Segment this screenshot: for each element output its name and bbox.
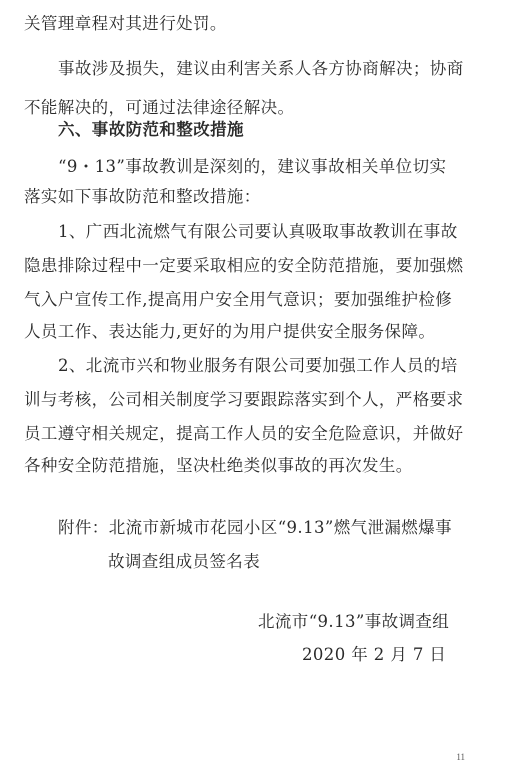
text-line: 员工遵守相关规定，提高工作人员的安全危险意识，并做好 [24,424,464,443]
text-line: 1、广西北流燃气有限公司要认真吸取事故教训在事故 [58,222,458,241]
text-line: 关管理章程对其进行处罚。 [24,14,227,33]
section-heading: 六、事故防范和整改措施 [58,120,244,139]
text-line: 不能解决的，可通过法律途径解决。 [24,98,295,117]
signature-org: 北流市“9.13”事故调查组 [258,612,450,631]
text-line: 落实如下事故防范和整改措施： [24,187,261,206]
page-number: 11 [456,752,465,762]
text-line: 训与考核，公司相关制度学习要跟踪落实到个人，严格要求 [24,390,464,409]
text-line: 人员工作、表达能力,更好的为用户提供安全服务保障。 [24,322,436,341]
text-line: 气入户宣传工作,提高用户安全用气意识；要加强维护检修 [24,290,453,309]
text-line: 隐患排除过程中一定要采取相应的安全防范措施，要加强燃 [24,256,464,275]
attachment-line: 故调查组成员签名表 [108,552,261,571]
signature-date: 2020 年 2 月 7 日 [302,645,447,664]
text-line: 事故涉及损失，建议由利害关系人各方协商解决；协商 [58,59,464,78]
attachment-line: 附件：北流市新城市花园小区“9.13”燃气泄漏燃爆事 [58,518,453,537]
text-line: 各种安全防范措施，坚决杜绝类似事故的再次发生。 [24,456,413,475]
text-line: 2、北流市兴和物业服务有限公司要加强工作人员的培 [58,356,458,375]
text-line: “9・13”事故教训是深刻的，建议事故相关单位切实 [58,157,447,176]
